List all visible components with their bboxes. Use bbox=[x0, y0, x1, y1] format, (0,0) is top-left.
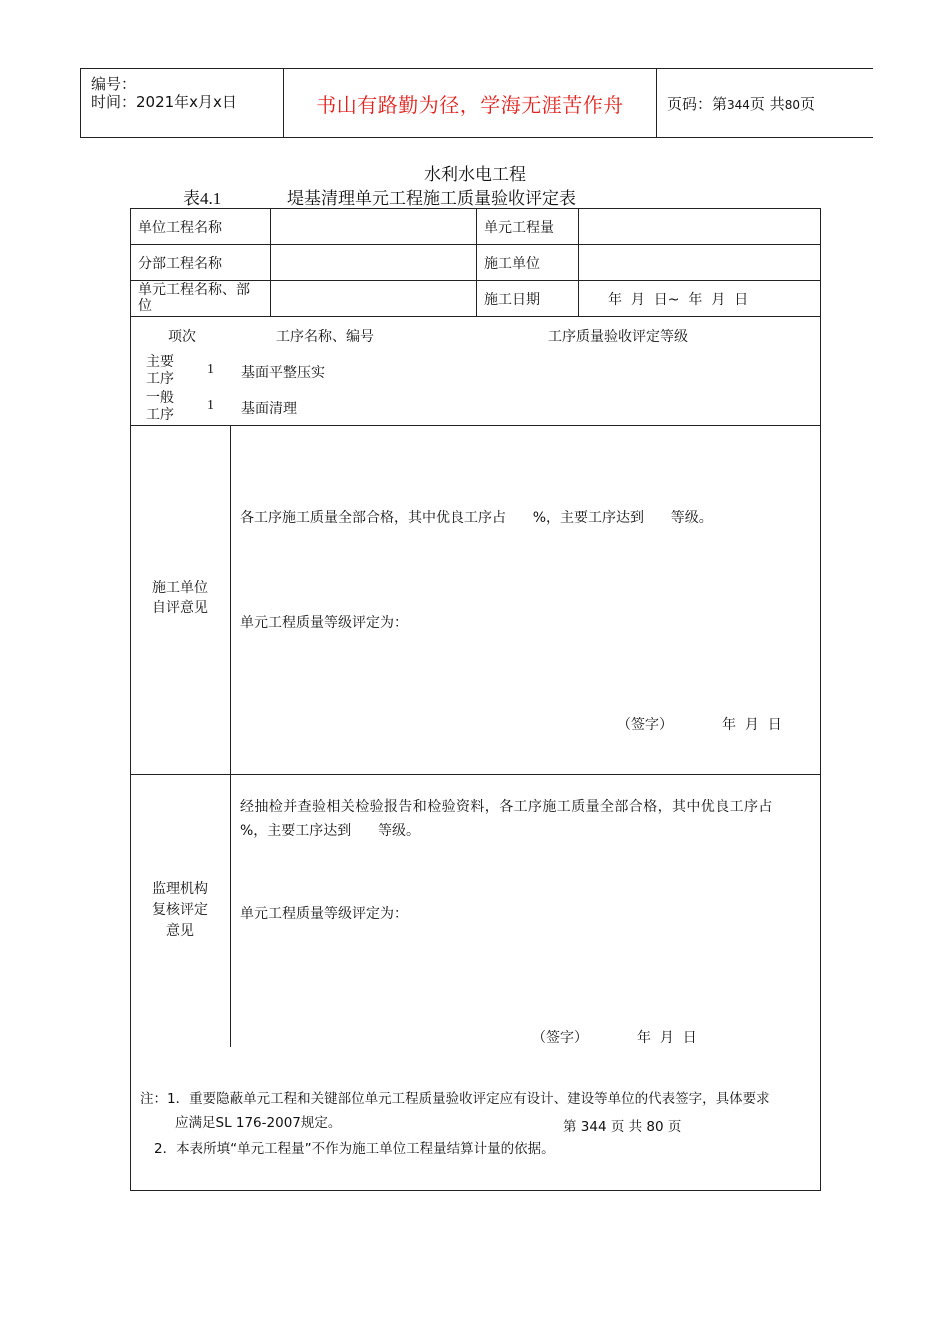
page-number: 页码：第344页 共80页 bbox=[667, 95, 815, 113]
motto-text: 书山有路勤为径，学海无涯苦作舟 bbox=[316, 93, 624, 117]
note-1-line2: 应满足SL 176-2007规定。 bbox=[175, 1115, 342, 1131]
self-eval-text: 各工序施工质量全部合格，其中优良工序占 %，主要工序达到 等级。 bbox=[240, 510, 713, 526]
note-1-line1: 注：1．重要隐蔽单元工程和关键部位单元工程质量验收评定应有设计、建设等单位的代表签字，具体要求 bbox=[140, 1091, 770, 1107]
supervision-grade: 单元工程质量等级评定为： bbox=[240, 906, 408, 922]
header-box bbox=[80, 68, 873, 138]
col-item-header: 项次 bbox=[168, 329, 196, 345]
table-number: 表4.1 bbox=[183, 189, 222, 208]
supervision-text-line2: %，主要工序达到 等级。 bbox=[240, 823, 421, 839]
header-meta-cell bbox=[81, 69, 284, 137]
unit-element-quantity-label: 单元工程量 bbox=[484, 220, 554, 236]
self-eval-date: 年 月 日 bbox=[722, 717, 782, 733]
number-label: 编号： bbox=[91, 75, 137, 93]
construction-date-label: 施工日期 bbox=[484, 292, 540, 308]
project-type-title: 水利水电工程 bbox=[424, 165, 526, 185]
construction-date-value: 年 月 日~ 年 月 日 bbox=[608, 292, 749, 308]
supervision-label: 监理机构 复核评定 意见 bbox=[152, 881, 208, 939]
footer-page-number: 第 344 页 共 80 页 bbox=[563, 1119, 682, 1135]
time-label: 时间：2021年x月x日 bbox=[91, 93, 237, 111]
supervision-date: 年 月 日 bbox=[637, 1030, 697, 1046]
unit-project-name-label: 单位工程名称 bbox=[138, 220, 222, 236]
supervision-signature: （签字） bbox=[532, 1030, 588, 1046]
element-name-part-label: 单元工程名称、部 位 bbox=[138, 282, 250, 314]
self-eval-label: 施工单位 自评意见 bbox=[152, 580, 208, 616]
process-no: 1 bbox=[207, 398, 214, 413]
motto-cell bbox=[284, 69, 657, 137]
process-type-main: 主要 工序 bbox=[146, 354, 174, 387]
process-type-general: 一般 工序 bbox=[146, 390, 174, 423]
note-2: 2．本表所填“单元工程量”不作为施工单位工程量结算计量的依据。 bbox=[154, 1141, 555, 1157]
division-project-name-label: 分部工程名称 bbox=[138, 256, 222, 272]
col-grade-header: 工序质量验收评定等级 bbox=[548, 329, 688, 345]
construction-unit-label: 施工单位 bbox=[484, 256, 540, 272]
col-process-name-header: 工序名称、编号 bbox=[276, 329, 374, 345]
supervision-text-line1: 经抽检并查验相关检验报告和检验资料，各工序施工质量全部合格，其中优良工序占 bbox=[240, 799, 773, 815]
form-title: 堤基清理单元工程施工质量验收评定表 bbox=[287, 189, 576, 209]
process-name: 基面平整压实 bbox=[241, 365, 325, 381]
process-no: 1 bbox=[207, 362, 214, 377]
page-number-cell bbox=[657, 69, 873, 137]
self-eval-grade: 单元工程质量等级评定为： bbox=[240, 615, 408, 631]
self-eval-signature: （签字） bbox=[617, 717, 673, 733]
process-name: 基面清理 bbox=[241, 401, 297, 417]
